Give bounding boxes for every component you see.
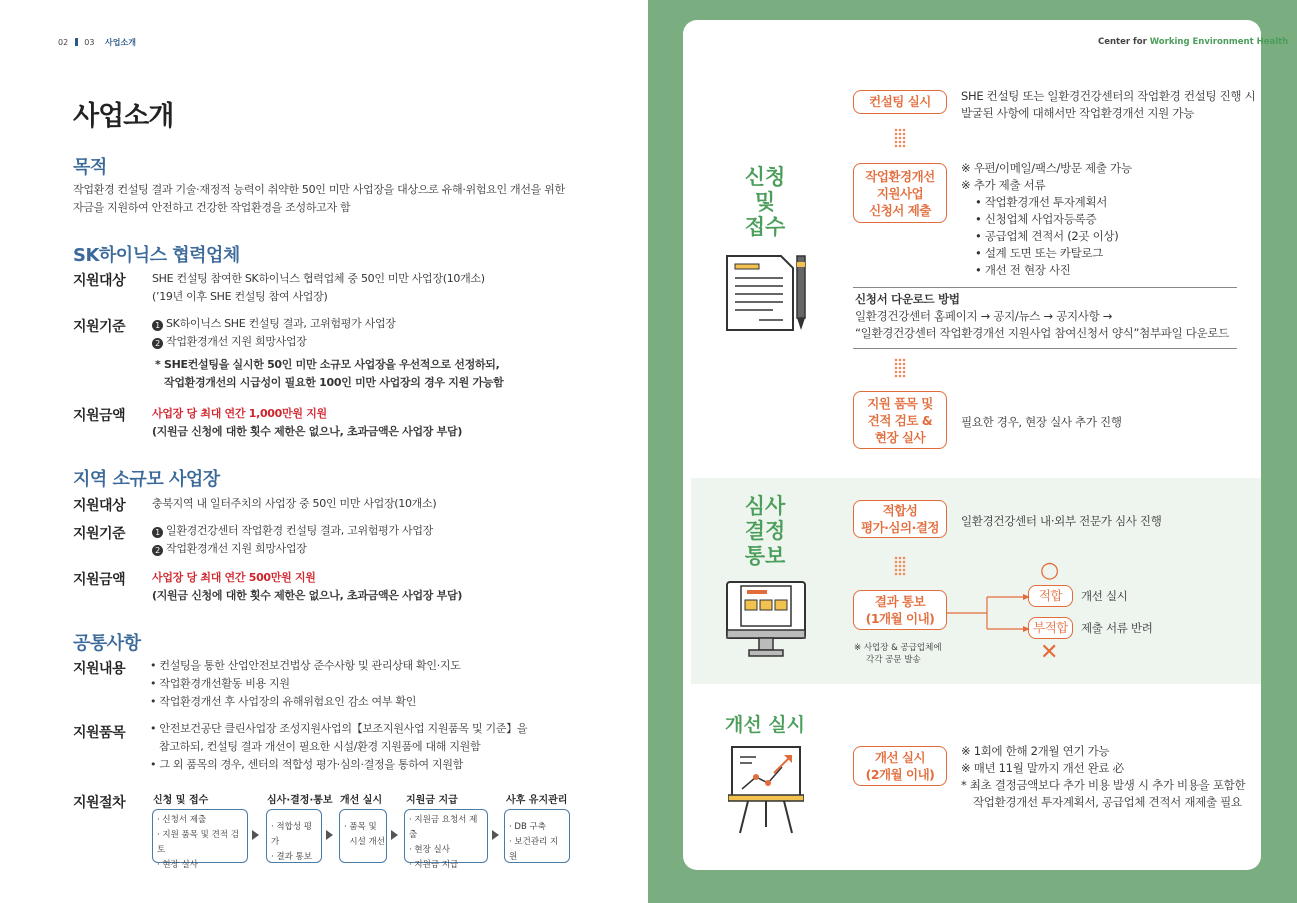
stage-line: 및 bbox=[754, 190, 776, 214]
apply-line: ※ 우편/이메일/팩스/방문 제출 가능 bbox=[961, 161, 1132, 175]
consult-line: SHE 컨설팅 또는 일환경건강센터의 작업환경 컨설팅 진행 시 bbox=[961, 89, 1256, 103]
stage-line: 심사 bbox=[744, 494, 786, 518]
review-box-line: 지원 품목 및 bbox=[867, 396, 933, 411]
items-line: • 안전보건공단 클린사업장 조성지원사업의【보조지원사업 지원품목 및 기준】을 bbox=[150, 722, 528, 735]
eval-box-line: 평가·심의·결정 bbox=[861, 520, 939, 535]
stage-line: 결정 bbox=[744, 519, 786, 543]
step-line: · 지원 품목 및 견적 검토 bbox=[157, 830, 239, 855]
step-line: · 결과 통보 bbox=[271, 852, 312, 862]
review-text: 필요한 경우, 현장 실사 추가 진행 bbox=[961, 415, 1122, 429]
stage-improve-title: 개선 실시 bbox=[724, 714, 806, 736]
arrow-right-icon bbox=[391, 830, 398, 840]
eval-box bbox=[853, 500, 947, 538]
items-line: • 그 외 품목의 경우, 센터의 적합성 평가·심의·결정을 통하여 지원함 bbox=[150, 758, 464, 771]
items-line: 참고하되, 컨설팅 결과 개선이 필요한 시설/환경 지원품에 대해 지원함 bbox=[159, 740, 481, 753]
ok-box: 적합 bbox=[1028, 585, 1073, 607]
brand-main: Working Environment Health bbox=[1149, 37, 1289, 47]
stage-apply-title bbox=[735, 165, 795, 240]
stage-line: 신청 bbox=[744, 165, 786, 189]
improve-line: 작업환경개선 투자계획서, 공급업체 견적서 재제출 필요 bbox=[973, 795, 1242, 809]
step-line: · 지원금 지급 bbox=[409, 860, 459, 870]
purpose-line: 작업환경 컨설팅 결과 기술·재정적 능력이 취약한 50인 미만 사업장을 대상으로 유해·위험요인 개선을 위한 bbox=[73, 183, 565, 196]
stage-line: 통보 bbox=[744, 544, 786, 568]
arrow-right-icon bbox=[492, 830, 499, 840]
local-criteria-line bbox=[152, 522, 433, 540]
eval-box-line: 적합성 bbox=[882, 503, 918, 518]
result-box bbox=[853, 590, 947, 630]
arrow-right-icon bbox=[252, 830, 259, 840]
page-section: 사업소개 bbox=[105, 38, 136, 47]
stage-review-title bbox=[735, 494, 795, 569]
content-label: 지원내용 bbox=[73, 661, 126, 677]
purpose-text bbox=[73, 181, 613, 217]
apply-line: ※ 추가 제출 서류 bbox=[961, 178, 1046, 192]
step-line: · 보건관리 지원 bbox=[509, 837, 559, 862]
local-criteria-line bbox=[152, 540, 433, 558]
content-line: • 작업환경개선활동 비용 지원 bbox=[150, 677, 290, 690]
sk-amount-label: 지원금액 bbox=[73, 408, 126, 424]
apply-line: • 작업환경개선 투자계획서 bbox=[975, 195, 1108, 209]
number-bullet: 2 bbox=[152, 545, 163, 556]
procedure-label: 지원절차 bbox=[73, 795, 126, 811]
divider bbox=[853, 348, 1237, 349]
page-num-left: 02 bbox=[58, 38, 69, 47]
download-line: “일환경건강센터 작업환경개선 지원사업 참여신청서 양식”첨부파일 다운로드 bbox=[855, 326, 1229, 340]
apply-box-line: 신청서 제출 bbox=[869, 203, 931, 218]
local-amount-line: 사업장 당 최대 연간 500만원 지원 bbox=[152, 571, 316, 584]
page-divider bbox=[75, 38, 78, 46]
purpose-line: 자금을 지원하여 안전하고 건강한 작업환경을 조성하고자 함 bbox=[73, 201, 351, 214]
sk-criteria-text bbox=[152, 315, 396, 351]
local-amount-text bbox=[152, 569, 462, 605]
local-target-label: 지원대상 bbox=[73, 498, 126, 514]
apply-line: • 개선 전 현장 사진 bbox=[975, 263, 1071, 277]
number-bullet: 1 bbox=[152, 320, 163, 331]
sk-criteria-line bbox=[152, 315, 396, 333]
brand-pre: Center for bbox=[1098, 37, 1150, 47]
divider bbox=[853, 287, 1237, 288]
skhynix-heading: SK하이닉스 협력업체 bbox=[73, 245, 240, 266]
criteria-text: 일환경건강센터 작업환경 컨설팅 결과, 고위험평가 사업장 bbox=[166, 524, 434, 537]
presentation-board-icon bbox=[728, 745, 804, 835]
review-box-line: 견적 검토 & bbox=[867, 413, 933, 428]
step-line: · 지원금 요청서 제출 bbox=[409, 815, 478, 840]
step-line: · 적합성 평가 bbox=[271, 822, 312, 847]
apply-box bbox=[853, 163, 947, 223]
step-line: · 현장 실사 bbox=[409, 845, 450, 855]
improve-line: ※ 1회에 한해 2개월 연기 가능 bbox=[961, 744, 1110, 758]
document-pen-icon bbox=[723, 250, 813, 338]
sk-target-line: SHE 컨설팅 참여한 SK하이닉스 협력업체 중 50인 미만 사업장(10개소) bbox=[152, 272, 485, 285]
step-line: · 현장 실사 bbox=[157, 860, 198, 870]
step-box bbox=[404, 809, 488, 870]
apply-text bbox=[961, 160, 1132, 279]
step-head: 심사·결정·통보 bbox=[267, 795, 333, 806]
result-note-line: ※ 사업장 & 공급업체에 bbox=[854, 643, 942, 653]
step-box bbox=[504, 809, 570, 863]
ng-box: 부적합 bbox=[1028, 617, 1073, 639]
step-line: · DB 구축 bbox=[509, 822, 546, 832]
apply-box-line: 작업환경개선 bbox=[865, 169, 935, 184]
page-title: 사업소개 bbox=[73, 101, 174, 132]
criteria-text: SK하이닉스 SHE 컨설팅 결과, 고위험평가 사업장 bbox=[166, 317, 396, 330]
local-criteria-label: 지원기준 bbox=[73, 526, 126, 542]
improve-text bbox=[961, 743, 1245, 811]
ok-text: 개선 실시 bbox=[1081, 589, 1128, 603]
local-amount-line: (지원금 신청에 대한 횟수 제한은 없으나, 초과금액은 사업장 부담) bbox=[152, 589, 463, 602]
brand-text bbox=[1098, 37, 1288, 47]
result-box-line: 결과 통보 bbox=[874, 594, 926, 609]
sk-note-line: * SHE컨설팅을 실시한 50인 미만 소규모 사업장을 우선적으로 선정하되, bbox=[155, 358, 500, 371]
items-label: 지원품목 bbox=[73, 725, 126, 741]
review-box-line: 현장 실사 bbox=[874, 430, 926, 445]
sk-target-text bbox=[152, 270, 485, 306]
x-mark-icon: ✕ bbox=[1040, 640, 1059, 665]
improve-box bbox=[853, 746, 947, 786]
step-head: 사후 유지관리 bbox=[506, 795, 568, 806]
improve-line: * 최초 결정금액보다 추가 비용 발생 시 추가 비용을 포함한 bbox=[961, 778, 1246, 792]
sk-amount-line: (지원금 신청에 대한 횟수 제한은 없으나, 초과금액은 사업장 부담) bbox=[152, 425, 463, 438]
step-head: 지원금 지급 bbox=[406, 795, 458, 806]
local-target-text: 충북지역 내 일터주치의 사업장 중 50인 미만 사업장(10개소) bbox=[152, 497, 437, 510]
download-line: 일환경건강센터 홈페이지 → 공지/뉴스 → 공지사항 → bbox=[855, 309, 1113, 323]
local-amount-label: 지원금액 bbox=[73, 572, 126, 588]
step-box bbox=[339, 809, 387, 863]
step-line: · 품목 및 bbox=[344, 822, 377, 832]
ok-circle-icon: ○ bbox=[1040, 558, 1060, 583]
review-box bbox=[853, 391, 947, 449]
improve-box-line: (2개월 이내) bbox=[865, 767, 935, 782]
purpose-heading: 목적 bbox=[73, 157, 107, 178]
apply-line: • 공급업체 견적서 (2곳 이상) bbox=[975, 229, 1119, 243]
result-box-line: (1개월 이내) bbox=[865, 611, 935, 626]
consult-box: 컨설팅 실시 bbox=[853, 90, 947, 114]
page-numbers bbox=[58, 37, 136, 48]
ng-text: 제출 서류 반려 bbox=[1081, 621, 1153, 635]
down-arrow-icon bbox=[894, 556, 906, 576]
step-line: · 신청서 제출 bbox=[157, 815, 207, 825]
criteria-text: 작업환경개선 지원 희망사업장 bbox=[166, 335, 307, 348]
sk-criteria-label: 지원기준 bbox=[73, 319, 126, 335]
step-head: 신청 및 접수 bbox=[153, 795, 209, 806]
sk-note bbox=[155, 356, 503, 392]
sk-target-line: (’19년 이후 SHE 컨설팅 참여 사업장) bbox=[152, 290, 328, 303]
content-text bbox=[150, 657, 461, 711]
branch-arrows bbox=[947, 594, 1032, 634]
page-num-right: 03 bbox=[84, 38, 95, 47]
local-criteria-text bbox=[152, 522, 433, 558]
sk-note-line: 작업환경개선의 시급성이 필요한 100인 미만 사업장의 경우 지원 가능함 bbox=[164, 376, 504, 389]
down-arrow-icon bbox=[894, 128, 906, 148]
download-head: 신청서 다운로드 방법 bbox=[855, 292, 960, 306]
common-heading: 공통사항 bbox=[73, 633, 141, 654]
result-note-line: 각각 공문 발송 bbox=[866, 655, 921, 665]
sk-amount-text bbox=[152, 405, 462, 441]
stage-line: 접수 bbox=[744, 215, 786, 239]
down-arrow-icon bbox=[894, 358, 906, 378]
items-text bbox=[150, 720, 527, 774]
step-box bbox=[152, 809, 248, 870]
step-box bbox=[266, 809, 322, 863]
number-bullet: 1 bbox=[152, 527, 163, 538]
arrow-right-icon bbox=[326, 830, 333, 840]
sk-target-label: 지원대상 bbox=[73, 273, 126, 289]
apply-box-line: 지원사업 bbox=[876, 186, 924, 201]
monitor-icon bbox=[725, 578, 809, 662]
sk-criteria-line bbox=[152, 333, 396, 351]
improve-box-line: 개선 실시 bbox=[874, 750, 926, 765]
eval-text: 일환경건강센터 내·외부 전문가 심사 진행 bbox=[961, 514, 1162, 528]
content-line: • 컨설팅을 통한 산업안전보건법상 준수사항 및 관리상태 확인·지도 bbox=[150, 659, 461, 672]
improve-line: ※ 매년 11월 말까지 개선 완료 必 bbox=[961, 761, 1124, 775]
consult-line: 발굴된 사항에 대해서만 작업환경개선 지원 가능 bbox=[961, 106, 1194, 120]
criteria-text: 작업환경개선 지원 희망사업장 bbox=[166, 542, 307, 555]
result-note bbox=[854, 642, 942, 666]
step-line: 시설 개선 bbox=[344, 837, 385, 847]
content-line: • 작업환경개선 후 사업장의 유해위험요인 감소 여부 확인 bbox=[150, 695, 417, 708]
sk-amount-line: 사업장 당 최대 연간 1,000만원 지원 bbox=[152, 407, 327, 420]
download-info bbox=[855, 291, 1229, 342]
local-heading: 지역 소규모 사업장 bbox=[73, 469, 220, 490]
number-bullet: 2 bbox=[152, 338, 163, 349]
consult-text bbox=[961, 88, 1255, 122]
apply-line: • 설계 도면 또는 카탈로그 bbox=[975, 246, 1103, 260]
step-head: 개선 실시 bbox=[340, 795, 383, 806]
apply-line: • 신청업체 사업자등록증 bbox=[975, 212, 1097, 226]
